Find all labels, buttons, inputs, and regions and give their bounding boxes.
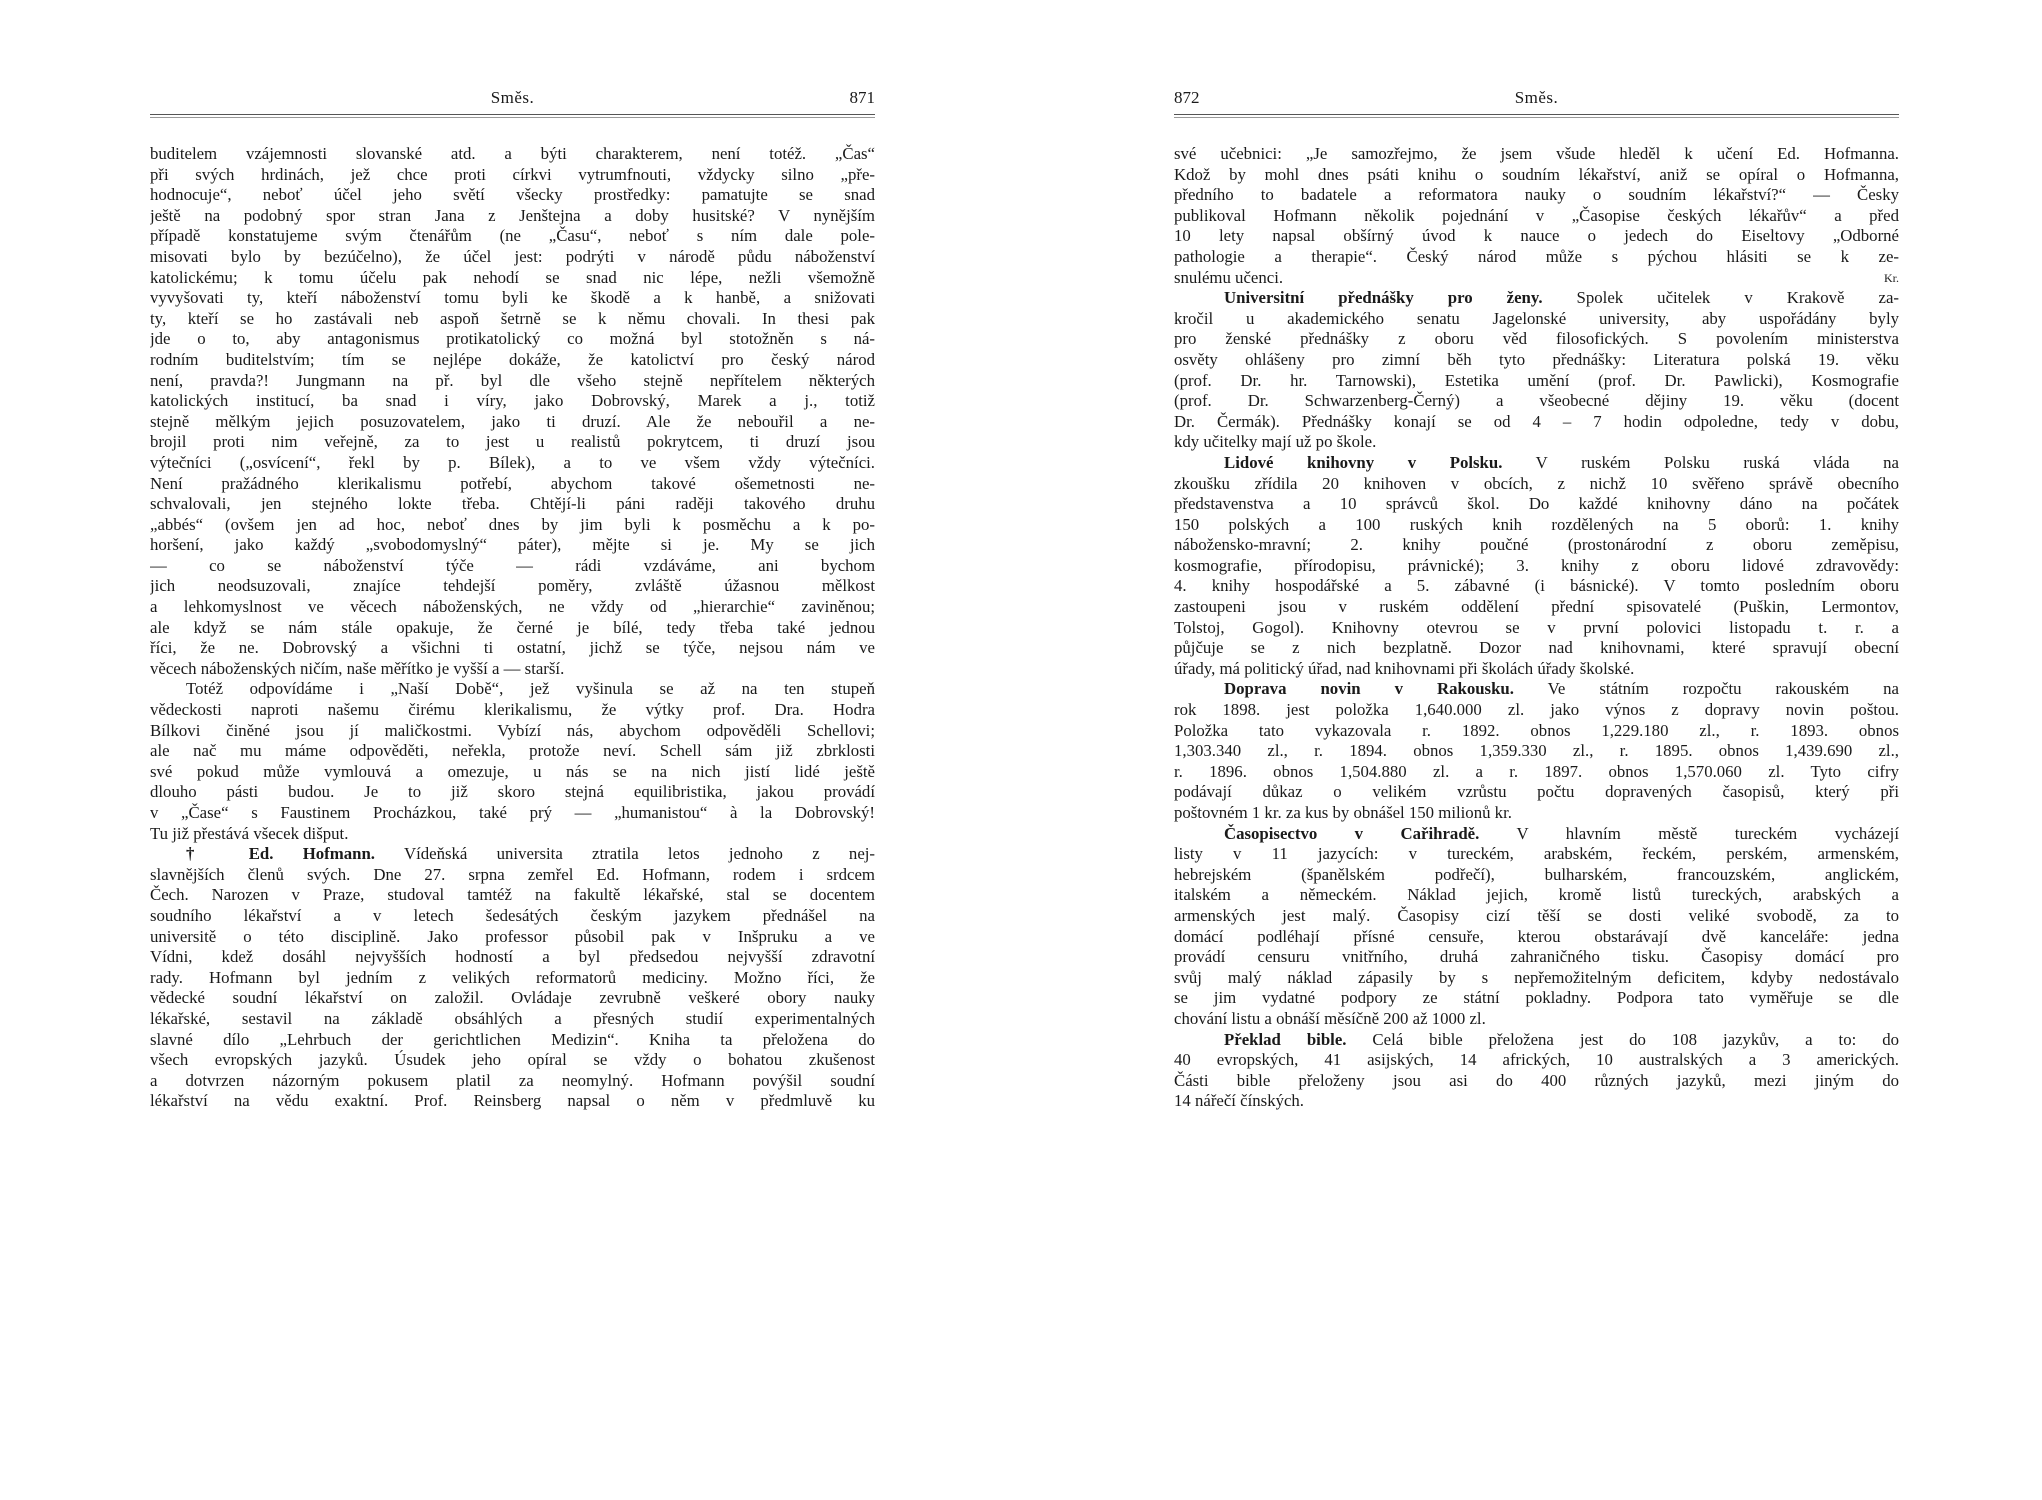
text-line: rodním buditelstvím; tím se nejlépe dokáže, že katolictví pro český národ — [150, 349, 875, 369]
right-page — [1174, 0, 1899, 1500]
text-line: Totéž odpovídáme i „Naší Době“, jež vyšinula se až na ten stupeň — [186, 679, 875, 699]
text-line: ale když se nám stále opakuje, že černé je bílé, tedy třeba také jednou — [150, 617, 875, 637]
text-line: Vídni, kdež dosáhl nejvyšších hodností a byl předsedou nejvyšší zdravotní — [150, 947, 875, 967]
text-line: Dr. Čermák). Přednášky konají se od 4 – 7 hodin odpoledne, tedy v dobu, — [1174, 411, 1899, 431]
text-line: Lidové knihovny v Polsku. V ruském Polsku ruská vláda na — [1224, 452, 1899, 472]
text-line: zastoupeni jsou v ruském oddělení přední spisovatelé (Puškin, Lermontov, — [1174, 597, 1899, 617]
text-line: katolickému; k tomu účelu pak nehodí se snad nic lépe, nežli všemožně — [150, 267, 875, 287]
header-rule — [1174, 114, 1899, 118]
text-line: Časopisectvo v Cařihradě. V hlavním městě tureckém vycházejí — [1224, 823, 1899, 843]
text-line: katolických institucí, ba snad i víry, jako Dobrovský, Marek a j., totiž — [150, 391, 875, 411]
text-line: slavné dílo „Lehrbuch der gerichtlichen Medizin“. Kniha ta přeložena do — [150, 1029, 875, 1049]
running-title: Směs. — [490, 88, 535, 107]
text-line: 150 polských a 100 ruských knih rozdělených na 5 oborů: 1. knihy — [1174, 514, 1899, 534]
text-line: 1,303.340 zl., r. 1894. obnos 1,359.330 zl., r. 1895. obnos 1,439.690 zl., — [1174, 741, 1899, 761]
text-line: domácí podléhají přísné censuře, kterou obstarávají dvě kanceláře: jedna — [1174, 926, 1899, 946]
text-line: 14 nářečí čínských. — [1174, 1091, 1305, 1111]
text-line: Doprava novin v Rakousku. Ve státním rozpočtu rakouském na — [1224, 679, 1899, 699]
text-line: jich neodsuzovali, znajíce tehdejší poměry, zvláště úžasnou mělkost — [150, 576, 875, 596]
text-line: brojil proti nim veřejně, za to jest u realistů pokrytcem, ti druzí jsou — [150, 432, 875, 452]
section-heading: Lidové knihovny v Polsku. — [1224, 452, 1503, 472]
text-line: lékařské, sestavil na základě obsáhlých a přesných studií experimentalných — [150, 1008, 875, 1028]
text-line: pathologie a therapie“. Český národ může s pýchou hlásiti se k ze- — [1174, 246, 1899, 266]
left-page-text — [150, 144, 875, 1112]
text-line: poštovném 1 kr. za kus by obnášel 150 milionů kr. — [1174, 803, 1512, 822]
text-line: dlouho pásti budou. Je to již skoro stejná equilibristika, jakou provádí — [150, 782, 875, 802]
text-line: Universitní přednášky pro ženy. Spolek učitelek v Krakově za- — [1224, 288, 1899, 308]
text-line: „abbés“ (ovšem jen ad hoc, neboť dnes by jim byli k posměchu a k po- — [150, 514, 875, 534]
text-line: říci, že ne. Dobrovský a všichni ti ostatní, jichž se týče, nejsou nám ve — [150, 638, 875, 658]
text-line: všech evropských jazyků. Úsudek jeho opíral se vždy o bohatou zkušenost — [150, 1050, 875, 1070]
section-heading: Universitní přednášky pro ženy. — [1224, 288, 1543, 308]
text-line: horšení, jako každý „svobodomyslný“ páter), mějte si je. My se jich — [150, 535, 875, 555]
text-line: slavnějších členů svých. Dne 27. srpna zemřel Ed. Hofmann, rodem i srdcem — [150, 864, 875, 884]
section-heading: † Ed. Hofmann. — [186, 844, 375, 864]
text-line: představenstva a 10 správců škol. Do každé knihovny dáno na počátek — [1174, 494, 1899, 514]
right-page-header — [1174, 88, 1899, 114]
text-line: rok 1898. jest položka 1,640.000 zl. jako výnos z dopravy novin poštou. — [1174, 700, 1899, 720]
text-line: a lehkomyslnost ve věcech náboženských, ne vždy od „hierarchie“ zaviněnou; — [150, 597, 875, 617]
text-line: † Ed. Hofmann. Vídeňská universita ztratila letos jednoho z nej- — [186, 844, 875, 864]
text-line: pro ženské přednášky z oboru věd filosofických. S povolením ministerstva — [1174, 329, 1899, 349]
text-line: osvěty ohlášeny pro zimní běh tyto přednášky: Literatura polská 19. věku — [1174, 349, 1899, 369]
text-line: 4. knihy hospodářské a 5. zábavné (i básnické). V tomto posledním oboru — [1174, 576, 1899, 596]
text-line: podávají důkaz o velikém vzrůstu počtu dopravených časopisů, který při — [1174, 782, 1899, 802]
text-line: Čech. Narozen v Praze, studoval tamtéž na fakultě lékařské, stal se docentem — [150, 885, 875, 905]
text-line: Bílkovi činěné jsou jí maličkostmi. Vybízí nás, abychom odpověděli Schellovi; — [150, 720, 875, 740]
text-line: hodnocuje“, neboť účel jeho světí všecky prostředky: pamatujte se snad — [150, 185, 875, 205]
text-line: hebrejském (španělském podřečí), bulharském, francouzském, anglickém, — [1174, 864, 1899, 884]
text-line: vědecké soudní lékařství on založil. Ovládaje zevrubně veškeré obory nauky — [150, 988, 875, 1008]
text-line: věcech náboženských ničím, naše měřítko je vyšší a — starší. — [150, 658, 565, 678]
text-line: své učebnici: „Je samozřejmo, že jsem všude hleděl k učení Ed. Hofmanna. — [1174, 144, 1899, 163]
text-line: (prof. Dr. Schwarzenberg-Černý) a všeobecné dějiny 19. věku (docent — [1174, 391, 1899, 411]
section-heading: Časopisectvo v Cařihradě. — [1224, 823, 1480, 843]
text-line: není, pravda?! Jungmann na př. byl dle všeho stejně nepřítelem některých — [150, 370, 875, 390]
page-number: 872 — [1174, 88, 1200, 107]
text-line: vědeckosti naproti našemu čirému klerikalismu, že výtky prof. Dra. Hodra — [150, 700, 875, 720]
text-line: provádí censuru vnitřního, druhá zahraničného tisku. Časopisy domácí pro — [1174, 947, 1899, 967]
text-line: armenských jest malý. Časopisy cizí těší se dosti veliké svobodě, za to — [1174, 905, 1899, 925]
text-line: a dotvrzen názorným pokusem platil za neomylný. Hofmann povýšil soudní — [150, 1070, 875, 1090]
text-line: v „Čase“ s Faustinem Procházkou, také prý — „humanistou“ à la Dobrovský! — [150, 803, 875, 822]
text-line: kdy učitelky mají už po škole. — [1174, 432, 1377, 452]
text-line: ale nač mu máme odpověděti, neřekla, protože neví. Schell sám již zbrklosti — [150, 741, 875, 761]
text-line: úřady, má politický úřad, nad knihovnami při školách úřady školské. — [1174, 658, 1635, 678]
text-line: Tu již přestává všecek dišput. — [150, 823, 349, 843]
text-line: misovati bylo by bezúčelno), že účel jest: podrýti v národě půdu náboženství — [150, 246, 875, 266]
text-line: (prof. Dr. hr. Tarnowski), Estetika umění (prof. Dr. Pawlicki), Kosmografie — [1174, 370, 1899, 390]
text-line: italském a německém. Náklad jejich, kromě listů tureckých, arabských a — [1174, 885, 1899, 905]
text-line: lékařství na vědu exaktní. Prof. Reinsberg napsal o něm v předmluvě ku — [150, 1091, 875, 1111]
text-line: 10 lety napsal obšírný úvod k nauce o jedech do Eiseltovy „Odborné — [1174, 226, 1899, 246]
text-line: Překlad bible. Celá bible přeložena jest do 108 jazykův, a to: do — [1224, 1029, 1899, 1049]
text-line: půjčuje se z nich bezplatně. Dozor nad knihovnami, které spravují obecní — [1174, 638, 1899, 658]
text-line: zkoušku zřídila 20 knihoven v obcích, z nichž 10 svěřeno správě obecního — [1174, 473, 1899, 493]
left-page-header — [150, 88, 875, 114]
text-line: r. 1896. obnos 1,504.880 zl. a r. 1897. obnos 1,570.060 zl. Tyto cifry — [1174, 761, 1899, 781]
text-line: schvalovali, jen stejného lokte třeba. Chtějí-li páni raději takového druhu — [150, 494, 875, 514]
text-line: publikoval Hofmann několik pojednání v „Časopise českých lékařův“ a před — [1174, 205, 1899, 225]
left-page — [150, 0, 875, 1500]
right-page-text — [1174, 144, 1899, 1112]
text-line: předního to badatele a reformatora nauky o soudním lékařství?“ — Česky — [1174, 185, 1899, 205]
text-line: své pokud může vymlouvá a omezuje, u nás se na nich jistí lidé ještě — [150, 761, 875, 781]
text-line: Položka tato vykazovala r. 1892. obnos 1,229.180 zl., r. 1893. obnos — [1174, 720, 1899, 740]
section-heading: Doprava novin v Rakousku. — [1224, 679, 1514, 699]
text-line: kosmografie, přírodopisu, právnické); 3. knihy z oboru lidové zdravovědy: — [1174, 555, 1899, 575]
text-line: při svých hrdinách, jež chce proti církvi vytrumfnouti, vždycky silno „pře- — [150, 164, 875, 184]
text-line: Kdož by mohl dnes psáti knihu o soudním lékařství, aniž se opíral o Hofmanna, — [1174, 164, 1899, 184]
text-line: 40 evropských, 41 asijských, 14 afrických, 10 australských a 3 amerických. — [1174, 1050, 1899, 1070]
text-line: stejně mělkým jejich posuzovatelem, jako ti druzí. Ale že nebouřil a ne- — [150, 411, 875, 431]
text-line: Není pražádného klerikalismu potřebí, abychom takové ošemetnosti ne- — [150, 473, 875, 493]
text-line: — co se náboženství týče — rádi vzdáváme, ani bychom — [150, 555, 875, 575]
text-line: nábožensko-mravní; 2. knihy poučné (prostonárodní z oboru zeměpisu, — [1174, 535, 1899, 555]
author-signature: Kr. — [1884, 270, 1899, 285]
text-line: vyvyšovati ty, kteří náboženství tomu byli ke škodě a k hanbě, a snižovati — [150, 288, 875, 308]
text-line: kročil u akademického senatu Jagelonské university, aby uspořádány byly — [1174, 308, 1899, 328]
text-line: ještě na podobný spor stran Jana z Jenštejna a doby husitské? V nynějším — [150, 205, 875, 225]
text-line: snulému učenci. Kr. — [1174, 267, 1899, 287]
text-line: listy v 11 jazycích: v tureckém, arabském, řeckém, perském, armenském, — [1174, 844, 1899, 864]
text-line: svůj malý náklad zápasily by s nepřemožitelným deficitem, kdyby nedostávalo — [1174, 967, 1899, 987]
text-line: Části bible přeloženy jsou asi do 400 různých jazyků, mezi jiným do — [1174, 1070, 1899, 1090]
text-line: se jim vydatné podpory ze státní pokladny. Podpora tato vyměřuje se dle — [1174, 988, 1899, 1008]
header-rule — [150, 114, 875, 118]
page-number: 871 — [849, 88, 875, 107]
text-line: buditelem vzájemnosti slovanské atd. a býti charakterem, není totéž. „Čas“ — [150, 144, 875, 163]
text-line: ty, kteří se ho zastávali neb aspoň šetrně se k němu chovali. In thesi pak — [150, 308, 875, 328]
text-line: případě konstatujeme svým čtenářům (ne „Času“, neboť s ním dale pole- — [150, 226, 875, 246]
section-heading: Překlad bible. — [1224, 1029, 1347, 1049]
text-line: soudního lékařství a v letech šedesátých českým jazykem přednášel na — [150, 905, 875, 925]
text-line: jde o to, aby antagonismus protikatolický co možná byl stotožněn s ná- — [150, 329, 875, 349]
text-line: výtečníci („osvícení“, řekl by p. Bílek), a to ve všem vždy výtečníci. — [150, 452, 875, 472]
running-title: Směs. — [1514, 88, 1559, 107]
text-line: rady. Hofmann byl jedním z velikých reformatorů mediciny. Možno říci, že — [150, 967, 875, 987]
text-line: chování listu a obnáší měsíčně 200 až 1000 zl. — [1174, 1008, 1486, 1028]
text-line: universitě o této disciplině. Jako professor působil pak v Inšpruku a ve — [150, 926, 875, 946]
text-line: Tolstoj, Gogol). Knihovny otevrou se v první polovici listopadu t. r. a — [1174, 617, 1899, 637]
